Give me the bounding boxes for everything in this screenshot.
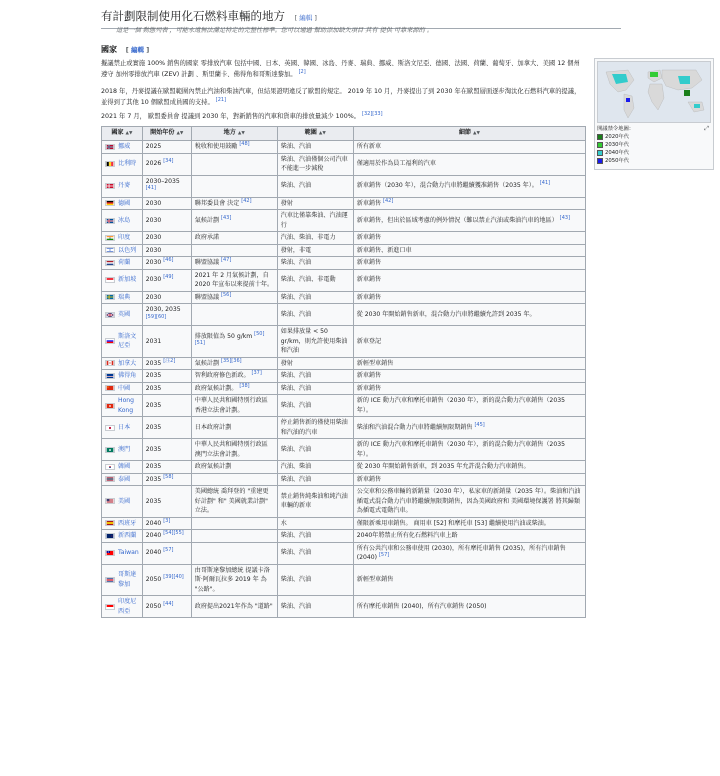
country-cell[interactable] <box>102 197 143 210</box>
ref-link[interactable]: [3] <box>163 517 171 524</box>
flag-icon <box>105 385 115 391</box>
flag-icon <box>105 403 115 409</box>
country-cell[interactable] <box>102 596 143 618</box>
flag-icon <box>105 360 115 366</box>
ref-link[interactable]: [42] <box>241 197 252 204</box>
scope-cell: 停止銷售新的僅使用柴油和汽油的汽車 <box>277 417 353 439</box>
country-cell[interactable] <box>102 232 143 245</box>
country-link[interactable]: 印度 <box>118 234 131 241</box>
place-cell: 智利政府修色新政。 [37] <box>191 370 277 383</box>
detail-cell: 新車銷售（2030 年），混合動力汽車將繼續獲准銷售（2035 年）。 [41] <box>353 175 585 197</box>
detail-cell: 新車銷售 [42] <box>353 197 585 210</box>
detail-cell: 所有公共汽車和公務車使用 (2030)，所有摩托車銷售 (2035)，所有汽車銷售 (2040) [57] <box>353 542 585 564</box>
section-heading <box>101 8 621 29</box>
place-cell: 美國總統 喬拜登的 "重建更好計劃" 和" 美國就業計劃" 立法。 <box>191 486 277 518</box>
scope-cell: 柴油、汽油 <box>277 141 353 154</box>
country-cell[interactable] <box>102 382 143 395</box>
country-link[interactable]: 中國 <box>118 384 131 392</box>
year-cell: 2035 <box>142 486 191 518</box>
legend-swatch <box>597 150 603 156</box>
ref-link[interactable]: [44] <box>163 600 174 607</box>
year-cell: 2050 [44] <box>142 596 191 618</box>
legend-swatch <box>597 158 603 164</box>
table-row <box>102 326 586 358</box>
flag-icon <box>105 520 115 526</box>
country-link[interactable]: 哥斯達黎加 <box>118 571 137 588</box>
country-link[interactable]: 韓國 <box>118 463 131 470</box>
country-link[interactable]: 德國 <box>118 199 131 207</box>
place-cell <box>191 542 277 564</box>
ref-link[interactable]: [49] <box>163 274 174 281</box>
flag-icon <box>105 200 115 206</box>
country-link[interactable]: 新西蘭 <box>118 532 137 539</box>
legend-item: 2030年代 <box>597 141 711 149</box>
ref-link[interactable]: [54][55] <box>163 529 184 536</box>
place-cell: 2021 年 2 月氣候計劃，自 2020 年宣布以來提前十年。 <box>191 269 277 291</box>
world-map-image[interactable] <box>597 61 711 123</box>
place-cell <box>191 175 277 197</box>
ref-link[interactable]: [58] <box>163 473 174 480</box>
year-cell: 2026 [34] <box>142 153 191 175</box>
flag-icon <box>105 218 115 224</box>
table-row <box>102 370 586 383</box>
place-cell: 由哥斯達黎加總統 提議卡洛斯·阿爾瓦拉多 2019 年 為 "公路"。 <box>191 564 277 596</box>
table-row <box>102 530 586 543</box>
country-cell[interactable] <box>102 153 143 175</box>
year-cell: 2035 <box>142 395 191 417</box>
country-cell[interactable] <box>102 517 143 530</box>
detail-cell: 新車銷售 <box>353 257 585 270</box>
scope-cell: 柴油、汽油僅個公司汽車不能進一步減稅 <box>277 153 353 175</box>
sort-icon: ▲▼ <box>237 131 245 137</box>
place-cell <box>191 153 277 175</box>
year-cell: 2030, 2035 [59][60] <box>142 304 191 326</box>
country-link[interactable]: 丹麥 <box>118 182 131 190</box>
country-cell[interactable] <box>102 304 143 326</box>
flag-icon <box>105 577 115 583</box>
place-cell <box>191 473 277 486</box>
table-row <box>102 141 586 154</box>
year-cell: 2040 [3] <box>142 517 191 530</box>
subsection-edit-link[interactable]: [ 編輯 ] <box>125 46 150 54</box>
flag-icon <box>105 247 115 253</box>
ref-link[interactable]: [59][60] <box>145 313 167 320</box>
legend-item: 2040年代 <box>597 149 711 157</box>
year-cell: 2030 <box>142 244 191 257</box>
country-cell[interactable] <box>102 461 143 474</box>
table-row <box>102 244 586 257</box>
place-cell <box>191 304 277 326</box>
year-cell: 2035 <box>142 461 191 474</box>
detail-cell: 新車銷售、新進口車 <box>353 244 585 257</box>
col-header-year[interactable]: 開始年份 ▲▼ <box>142 127 191 141</box>
table-row <box>102 473 586 486</box>
place-cell <box>191 530 277 543</box>
country-cell[interactable] <box>102 530 143 543</box>
country-link[interactable]: 泰國 <box>118 475 131 483</box>
ref-link[interactable]: [57] <box>163 547 174 554</box>
country-link[interactable]: 英國 <box>118 310 131 318</box>
flag-icon <box>105 464 115 470</box>
detail-cell: 新車銷售 <box>353 382 585 395</box>
place-cell <box>191 244 277 257</box>
place-cell: 日本政府計劃 <box>191 417 277 439</box>
table-row <box>102 382 586 395</box>
scope-cell: 柴油、汽油 <box>277 257 353 270</box>
place-cell: 政府氣候計劃 <box>191 461 277 474</box>
detail-cell: 所有摩托車銷售 (2040)，所有汽車銷售 (2050) <box>353 596 585 618</box>
scope-cell: 柴油、汽油 <box>277 530 353 543</box>
flag-icon <box>105 277 115 283</box>
country-link[interactable]: 日本 <box>118 423 131 431</box>
scope-cell: 禁止銷售純柴油和純汽油車輛的新車 <box>277 486 353 518</box>
country-cell[interactable] <box>102 244 143 257</box>
year-cell: 2050 [39][40] <box>142 564 191 596</box>
table-row <box>102 439 586 461</box>
country-link[interactable]: 斯洛文尼亞 <box>118 332 137 350</box>
scope-cell: 柴油、汽油 <box>277 175 353 197</box>
detail-cell: 僅適用於作為員工福利的汽車 <box>353 153 585 175</box>
scope-cell: 柴油、汽油 <box>277 564 353 596</box>
country-cell[interactable] <box>102 417 143 439</box>
table-row <box>102 596 586 618</box>
flag-icon <box>105 476 115 482</box>
place-cell: 政府氣候計劃。 [38] <box>191 382 277 395</box>
detail-cell: 新車銷售，但出於區域考慮的例外情況（難以禁止汽油或柴油汽車的地區） [43] <box>353 210 585 232</box>
scope-cell: 柴油、汽油 <box>277 596 353 618</box>
scope-cell: 如果排放量 < 50 gr/km，則允許使用柴油和汽油 <box>277 326 353 358</box>
year-cell: 2030 <box>142 232 191 245</box>
flag-icon <box>105 183 115 189</box>
country-cell[interactable] <box>102 486 143 518</box>
detail-cell: 新的 ICE 動力汽車和摩托車銷售（2030 年），新的混合動力汽車銷售（2035 年）。 <box>353 395 585 417</box>
scope-cell: 汽油、柴油 <box>277 461 353 474</box>
paragraph-1: 擬議禁止或實施 100% 銷售的國家 零排放汽車 包括中國、日本、英國、韓國、冰島、丹麥、瑞典、挪威、斯洛文尼亞、德國、法國、荷蘭、葡萄牙、加拿大、美國 12 個州遵守 加州零排放汽車 (ZEV) 計劃 、斯里蘭卡、佛得角和哥斯達黎加。 [2] <box>101 60 580 78</box>
sort-icon: ▲▼ <box>125 131 133 137</box>
ref-link[interactable]: [45] <box>474 421 485 428</box>
legend-item: 2020年代 <box>597 133 711 141</box>
flag-icon <box>105 312 115 318</box>
scope-cell: 水 <box>277 517 353 530</box>
detail-cell: 柴油和汽油混合動力汽車將繼續無限期銷售 [45] <box>353 417 585 439</box>
place-cell: 氣候計劃 [43] <box>191 210 277 232</box>
country-link[interactable]: 佛得角 <box>118 372 137 379</box>
place-cell: 排放限值為 50 g/km [50][51] <box>191 326 277 358</box>
ref-link[interactable]: [32][33] <box>362 110 383 117</box>
table-row <box>102 304 586 326</box>
country-link[interactable]: 加拿大 <box>118 359 137 367</box>
ref-link[interactable]: [35][36] <box>221 357 242 364</box>
detail-cell: 新車銷售 <box>353 291 585 304</box>
country-cell[interactable] <box>102 357 143 370</box>
paragraph-3: 2021 年 7 月， 歐盟委員會 提議到 2030 年，對新銷售的汽車和貨車的排放量減少 100%。 [32][33] <box>101 110 383 120</box>
sort-icon: ▲▼ <box>318 131 326 137</box>
scope-cell: 柴油、汽油 <box>277 473 353 486</box>
country-cell[interactable] <box>102 370 143 383</box>
detail-cell: 從 2030 年開始銷售新車，到 2035 年允許混合動力汽車銷售。 <box>353 461 585 474</box>
flag-icon <box>105 533 115 539</box>
country-cell[interactable] <box>102 395 143 417</box>
flag-icon <box>105 235 115 241</box>
flag-icon <box>105 144 115 150</box>
table-row <box>102 197 586 210</box>
place-cell <box>191 517 277 530</box>
sort-icon: ▲▼ <box>176 131 184 137</box>
detail-cell: 新的 ICE 動力汽車和摩托車銷售（2030 年），新的混合動力汽車銷售（2035 年）。 <box>353 439 585 461</box>
scope-cell: 柴油、汽油 <box>277 304 353 326</box>
country-link[interactable]: 澳門 <box>118 445 131 453</box>
ref-link[interactable]: [42] <box>383 197 394 204</box>
ref-link[interactable]: [47] <box>221 256 232 263</box>
ref-link[interactable]: [56] <box>221 291 232 298</box>
table-row <box>102 395 586 417</box>
table-row <box>102 291 586 304</box>
col-header-country[interactable]: 國家 ▲▼ <box>102 127 143 141</box>
table-row <box>102 461 586 474</box>
table-row <box>102 232 586 245</box>
year-cell: 2030 [46] <box>142 257 191 270</box>
place-cell: 聯盟協議 [56] <box>191 291 277 304</box>
legend-swatch <box>597 134 603 140</box>
year-cell: 2035 <box>142 439 191 461</box>
scope-cell: 汽油、柴油、非電力 <box>277 232 353 245</box>
paragraph-2: 2018 年，丹麥提議在歐盟範圍內禁止汽油和柴油汽車，但結果證明違反了歐盟的規定。 2019 年 10 月，丹麥提出了到 2030 年在歐盟層面逐步淘汰化石燃料汽車的提議，並得到了其他 10 個歐盟成員國的支持。 [21] <box>101 88 581 106</box>
col-header-place[interactable]: 地方 ▲▼ <box>191 127 277 141</box>
country-cell[interactable] <box>102 291 143 304</box>
col-header-scope[interactable]: 範圍 ▲▼ <box>277 127 353 141</box>
detail-cell: 新車銷售 <box>353 473 585 486</box>
flag-icon <box>105 425 115 431</box>
year-cell: 2035 <box>142 417 191 439</box>
place-cell: 中華人民共和國特別行政區香港立法會計劃。 <box>191 395 277 417</box>
country-link[interactable]: 瑞典 <box>118 293 131 301</box>
table-header-row <box>102 127 586 141</box>
place-cell: 政府承諾 <box>191 232 277 245</box>
ref-link[interactable]: [2] <box>298 68 306 75</box>
scope-cell: 發射 <box>277 357 353 370</box>
year-cell: 2031 <box>142 326 191 358</box>
table-row <box>102 153 586 175</box>
ref-link[interactable]: [41] <box>145 184 156 191</box>
place-cell: 中華人民共和國特別行政區澳門立法會計劃。 <box>191 439 277 461</box>
table-row <box>102 257 586 270</box>
legend-swatch <box>597 142 603 148</box>
country-link[interactable]: 西班牙 <box>118 519 137 527</box>
year-cell: 2030 [49] <box>142 269 191 291</box>
year-cell: 2040 [57] <box>142 542 191 564</box>
scope-cell: 柴油、汽油 <box>277 291 353 304</box>
country-link[interactable]: Taiwan <box>118 549 139 557</box>
country-link[interactable]: Hong Kong <box>118 397 135 414</box>
place-cell: 聯盟協議 [47] <box>191 257 277 270</box>
detail-cell: 新輕型車銷售 <box>353 357 585 370</box>
scope-cell: 發射，非電 <box>277 244 353 257</box>
detail-cell: 2040年將禁止所有化石燃料汽車上路 <box>353 530 585 543</box>
table-row <box>102 417 586 439</box>
enlarge-icon[interactable]: ⤢ <box>704 125 709 132</box>
section-title: 有計劃限制使用化石燃料車輛的地方 <box>101 9 285 23</box>
subsection-heading <box>101 43 586 56</box>
legend-item: 2050年代 <box>597 157 711 165</box>
ref-link[interactable]: [39][40] <box>163 573 184 580</box>
place-cell: 稅收和使用鼓勵 [48] <box>191 141 277 154</box>
detail-cell: 新車銷售 <box>353 232 585 245</box>
detail-cell: 僅限新乘用車銷售。 商用車 [52] 和摩托車 [53] 繼續使用汽油或柴油。 <box>353 517 585 530</box>
scope-cell: 柴油、汽油、非電動 <box>277 269 353 291</box>
country-cell[interactable] <box>102 326 143 358</box>
country-cell[interactable] <box>102 269 143 291</box>
flag-icon <box>105 338 115 344</box>
country-link[interactable]: 比利時 <box>118 160 137 168</box>
ref-link[interactable]: [21] <box>215 96 227 103</box>
scope-cell: 柴油、汽油 <box>277 395 353 417</box>
country-cell[interactable] <box>102 210 143 232</box>
table-row <box>102 175 586 197</box>
scope-cell: 柴油、汽油 <box>277 370 353 383</box>
flag-icon <box>105 260 115 266</box>
country-cell[interactable] <box>102 175 143 197</box>
detail-cell: 新車登記 <box>353 326 585 358</box>
country-link[interactable]: 以色列 <box>118 246 137 254</box>
year-cell: 2025 <box>142 141 191 154</box>
ref-link[interactable]: [38] <box>239 382 250 389</box>
detail-cell: 所有新車 <box>353 141 585 154</box>
flag-icon <box>105 447 115 453</box>
edit-link[interactable]: [ 編輯 ] <box>294 14 317 22</box>
detail-cell: 公交車和公務車輛的新銷量（2030 年），私家車的新銷量（2035 年）。柴油和汽油插電式混合動力汽車將繼續無限期銷售，因為美國政府和 美國環境保護署 將其歸類為插電式電動汽車。 <box>353 486 585 518</box>
detail-cell: 從 2030 年開始銷售新車，混合動力汽車將繼續允許到 2035 年。 <box>353 304 585 326</box>
country-cell[interactable] <box>102 257 143 270</box>
ref-link[interactable]: [50][51] <box>194 330 265 347</box>
year-cell: 2035 <box>142 382 191 395</box>
table-row <box>102 486 586 518</box>
ref-link[interactable]: [46] <box>163 256 174 263</box>
country-cell[interactable] <box>102 542 143 564</box>
country-link[interactable]: 美國 <box>118 497 131 505</box>
place-cell: 聯邦委員會 決定 [42] <box>191 197 277 210</box>
flag-icon <box>105 550 115 556</box>
country-link[interactable]: 荷蘭 <box>118 259 131 266</box>
place-cell: 政府提出2021年作為 "道路" <box>191 596 277 618</box>
flag-icon <box>105 498 115 504</box>
table-row <box>102 269 586 291</box>
year-cell: 2030 <box>142 197 191 210</box>
flag-icon <box>105 604 115 610</box>
sort-icon: ▲▼ <box>473 131 480 137</box>
country-cell[interactable] <box>102 439 143 461</box>
year-cell: 2030 <box>142 210 191 232</box>
scope-cell: 柴油、汽油 <box>277 542 353 564</box>
country-cell[interactable] <box>102 141 143 154</box>
country-cell[interactable] <box>102 473 143 486</box>
country-link[interactable]: 新加坡 <box>118 276 137 284</box>
scope-cell: 柴油、汽油 <box>277 439 353 461</box>
table-row <box>102 564 586 596</box>
ref-link[interactable]: [34] <box>163 158 174 165</box>
map-caption: ⤢ 開議禁令地圖： 2020年代 2030年代 2040年代 2050年代 <box>597 125 709 164</box>
detail-cell: 新輕型車銷售 <box>353 564 585 596</box>
ref-link[interactable]: [37] <box>251 369 262 376</box>
ref-link[interactable]: [57] <box>378 551 390 558</box>
year-cell: 2035 [58] <box>142 473 191 486</box>
ref-link[interactable]: [43] <box>221 214 232 221</box>
flag-icon <box>105 161 115 167</box>
country-link[interactable]: 印度尼西亞 <box>118 598 137 615</box>
flag-icon <box>105 294 115 300</box>
table-row <box>102 357 586 370</box>
ref-link[interactable]: [48] <box>239 140 250 147</box>
ref-link[interactable]: [43] <box>559 214 571 221</box>
ref-link[interactable]: [41] <box>539 180 551 187</box>
detail-cell: 新車銷售 <box>353 370 585 383</box>
scope-cell: 發射 <box>277 197 353 210</box>
table-body <box>102 141 586 618</box>
detail-cell: 新車銷售 <box>353 269 585 291</box>
col-header-detail[interactable]: 細節 ▲▼ <box>353 127 585 141</box>
scope-cell: 柴油、汽油 <box>277 382 353 395</box>
ref-link[interactable]: [注2] <box>163 357 176 364</box>
country-link[interactable]: 挪威 <box>118 143 131 150</box>
year-cell: 2040 [54][55] <box>142 530 191 543</box>
year-cell: 2030 <box>142 291 191 304</box>
country-link[interactable]: 冰島 <box>118 216 131 224</box>
ban-table <box>101 126 586 618</box>
table-row <box>102 210 586 232</box>
dynamic-list-note: 這是一個 動態列表 ，可能永遠無法滿足特定的完整性標準。您可以通過 幫助添加缺失項目 其有 提供 可靠來源的 。 <box>116 27 433 34</box>
map-thumbnail <box>594 58 714 170</box>
place-cell: 氣候計劃 [35][36] <box>191 357 277 370</box>
subsection-title: 國家 <box>101 44 117 54</box>
scope-cell: 汽車比僅靠柴油、汽油運行 <box>277 210 353 232</box>
country-cell[interactable] <box>102 564 143 596</box>
year-cell: 2035 <box>142 370 191 383</box>
year-cell: 2030–2035 [41] <box>142 175 191 197</box>
table-row <box>102 542 586 564</box>
table-row <box>102 517 586 530</box>
year-cell: 2035 [注2] <box>142 357 191 370</box>
flag-icon <box>105 373 115 379</box>
world-map-svg <box>598 62 711 123</box>
